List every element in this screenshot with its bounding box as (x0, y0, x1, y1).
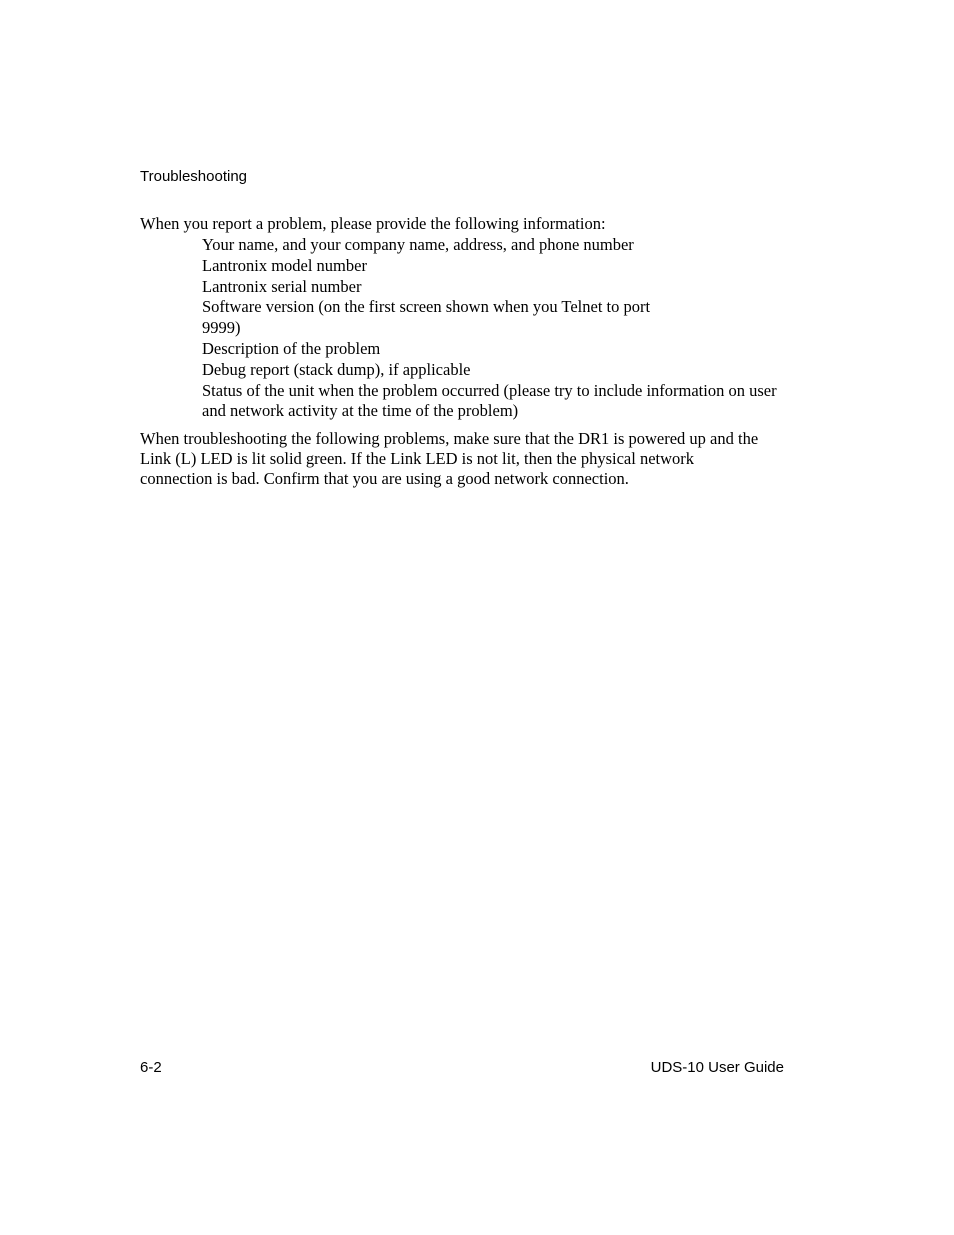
list-item: Debug report (stack dump), if applicable (202, 359, 471, 379)
intro-text: When you report a problem, please provide the following information: (140, 214, 606, 233)
list-item: Status of the unit when the problem occurred (please try to include information on user and network activity at the time of the problem) (202, 380, 777, 421)
guide-title: UDS-10 User Guide (650, 1059, 784, 1076)
paragraph-line: Link (L) LED is lit solid green. If the Link LED is not lit, then the physical network (140, 449, 695, 468)
list-item: Description of the problem (202, 338, 381, 358)
info-list (202, 235, 782, 422)
troubleshooting-paragraph (140, 429, 790, 489)
paragraph-line: connection is bad. Confirm that you are using a good network connection. (140, 469, 629, 488)
list-item: Lantronix model number (202, 255, 367, 275)
list-item: Lantronix serial number (202, 276, 362, 296)
running-header: Troubleshooting (140, 168, 248, 185)
list-item: Your name, and your company name, address, and phone number (202, 235, 634, 254)
paragraph-line: When troubleshooting the following problems, make sure that the DR1 is powered up and the (140, 429, 759, 448)
list-item: Software version (on the first screen shown when you Telnet to port 9999) (202, 297, 651, 338)
page-number: 6-2 (140, 1059, 162, 1076)
